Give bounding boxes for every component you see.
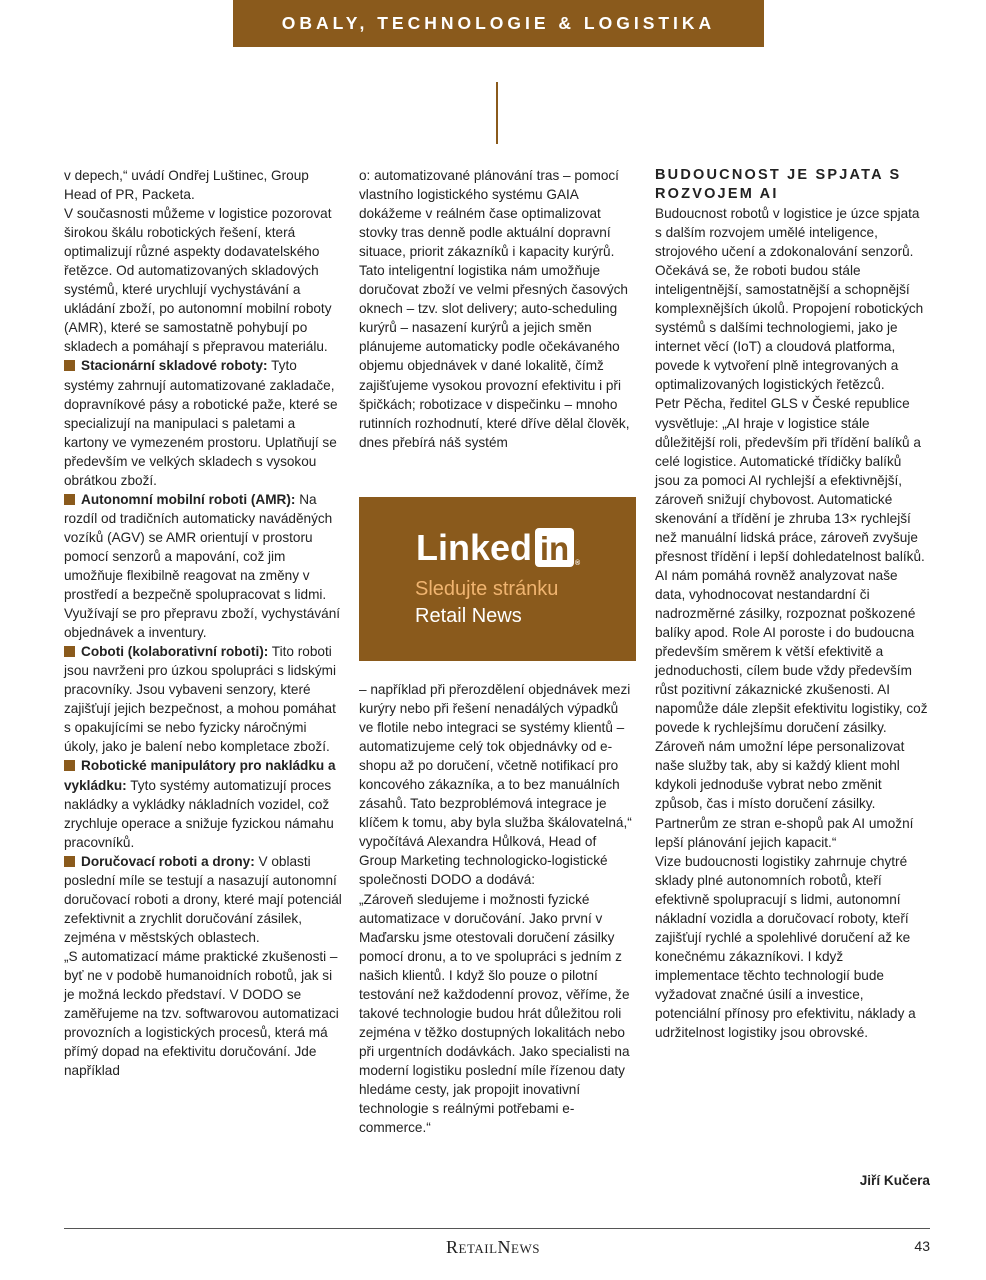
bullet-text: Tito roboti jsou navrženi pro úzkou spolupráci s lidskými pracovníky. Jsou vybaveni senzory, které zajišťují jejich bezpečnost, a mohou pomáhat s opakujícími se nebo fyzicky náročnými úkoly, jako je balení nebo kompletace zboží. <box>64 644 336 755</box>
brand-part: R <box>446 1237 459 1257</box>
decorative-rule <box>496 82 498 144</box>
square-bullet-icon <box>64 360 75 371</box>
section-header: OBALY, TECHNOLOGIE & LOGISTIKA <box>233 0 764 47</box>
bullet-item <box>64 490 342 642</box>
section-heading: BUDOUCNOST JE SPJATA S ROZVOJEM AI <box>655 167 902 202</box>
bullet-term: Autonomní mobilní roboti (AMR): <box>81 491 296 507</box>
bullet-term: Doručovací roboti a drony: <box>81 853 255 869</box>
author-signature: Jiří Kučera <box>859 1173 930 1188</box>
paragraph: Petr Pěcha, ředitel GLS v České republice vysvětluje: „AI hraje v logistice stále důležitější roli, především při třídění balíků a celé logistice. Automatické třídičky balíků jsou za pomoci AI rychlejší a efektivnější, zároveň snižují chybovost. Automatické skenování a třídění je zhruba 13× rychlejší než manuální lidská práce, zároveň zvyšuje přesnost třídění i lepší dohledatelnost balíků. AI nám pomáhá rovněž analyzovat naše data, vyhodnocovat nestandardní či nadrozměrné zásilky, rozpoznat poškozené balíky apod. Role AI poroste i do budoucna především směrem k větší efektivitě a jednoduchosti, cílem bude vždy především růst pozitivní zákaznické zkušenosti. AI napomůže dále zlepšit efektivitu logistiky, což povede k rychlejšímu doručení zásilky. Zároveň nám umožní lépe personalizovat naše služby tak, aby si každý klient mohl kdykoli jednoduše vybrat nebo změnit způsob, čas i místo doručení zásilky. Partnerům ze stran e-shopů pak AI umožní lepší plánování jejich kapacit.“ <box>655 396 928 850</box>
page-number: 43 <box>914 1238 930 1254</box>
bullet-term: Stacionární skladové roboty: <box>81 358 268 374</box>
bullet-item <box>64 356 342 489</box>
bullet-text: V oblasti poslední míle se testují a nasazují autonomní doručovací roboti a drony, které mají potenciál zefektivnit a zrychlit doručování zásilek, zejména v městských oblastech. <box>64 853 342 945</box>
footer-brand <box>0 1237 986 1258</box>
bullet-text: Tyto systémy automatizují proces nakládky a vykládky nákladních vozidel, což zrychluje operace a snižuje fyzickou námahu pracovníků. <box>64 777 334 850</box>
paragraph: – například při přerozdělení objednávek mezi kurýry nebo při řešení nenadálých výpadků ve flotile nebo integraci se systémy klientů – automatizujeme celý tok objednávky od e-shopu až po doručení, včetně notifikací pro koncového zákazníka, a to bez manuálních zásahů. Tato bezproblémová integrace je klíčem k tomu, aby byla služba škálovatelná,“ vypočítává Alexandra Hůlková, Head of Group Marketing technologicko-logistické společnosti DODO a dodává: <box>359 682 632 888</box>
square-bullet-icon <box>64 856 75 867</box>
bullet-item <box>64 852 342 947</box>
bullet-term: Robotické manipulátory pro nakládku a vykládku: <box>64 758 336 793</box>
paragraph: V současnosti můžeme v logistice pozorovat širokou škálu robotických řešení, která optimalizují různé aspekty dodavatelského řetězce. Od automatizovaných skladových systémů, které urychlují vychystávání a ukládání zboží, po autonomní mobilní roboty (AMR), které se samostatně pohybují po skladech a pomáhají s přepravou materiálu. <box>64 206 332 355</box>
registered-mark: ® <box>575 560 581 567</box>
linkedin-in-icon: in <box>535 528 574 567</box>
column-2-bottom <box>359 680 633 1137</box>
square-bullet-icon <box>64 760 75 771</box>
paragraph: „S automatizací máme praktické zkušenosti – byť ne v podobě humanoidních robotů, jak si je možná leckdo představí. V DODO se zaměřujeme na tzv. softwarovou automatizaci provozních a logistických procesů, která má přímý dopad na efektivitu doručování. Jde například <box>64 948 339 1079</box>
logo-text: Linked <box>416 527 533 568</box>
bullet-item <box>64 756 342 851</box>
square-bullet-icon <box>64 646 75 657</box>
bullet-text: Tyto systémy zahrnují automatizované zakladače, dopravníkové pásy a robotické paže, které se specializují na manipulaci s paletami a kartony ve vymezeném prostoru. Uplatňují se především ve velkých skladech s vysokou obrátkou zboží. <box>64 358 338 488</box>
paragraph: Vize budoucnosti logistiky zahrnuje chytré sklady plné autonomních robotů, kteří efektivně spolupracují s lidmi, autonomní nákladní vozidla a doručovací roboty, kteří zajišťují rychlé a spolehlivé doručení až ke konečnému zákazníkovi. I když implementace těchto technologií bude vyžadovat značné úsilí a investice, potenciální přínosy pro efektivitu, náklady a udržitelnost logistiky jsou obrovské. <box>655 853 916 1041</box>
brand-part: N <box>497 1237 512 1257</box>
paragraph: Budoucnost robotů v logistice je úzce spjata s dalším rozvojem umělé inteligence, strojového učení a zdokonalování senzorů. <box>655 206 920 260</box>
column-3 <box>655 166 930 1042</box>
paragraph: o: automatizované plánování tras – pomocí vlastního logistického systému GAIA dokážeme v reálném čase optimalizovat stovky tras denně podle aktuální dopravní situace, priorit zákazníků i kapacity kurýrů. Tato inteligentní logistika nám umožňuje doručovat zboží ve velmi přesných časových oknech – tzv. slot delivery; auto-scheduling kurýrů – nasazení kurýrů a jejich směn plánujeme automaticky podle očekávaného objemu objednávek v dané lokalitě, čímž zajišťujeme vysokou provozní efektivitu i při špičkách; robotizace v dispečinku – mnoho rutinních rozhodnutí, které dříve dělal člověk, dnes přebírá náš systém <box>359 168 630 450</box>
paragraph: Očekává se, že roboti budou stále inteligentnější, samostatnější a schopnější komplexnějších úkolů. Propojení robotických systémů s dalšími technologiemi, jako je internet věcí (IoT) a cloudová platforma, povede k vytvoření plně integrovaných a optimalizovaných logistických řetězců. <box>655 263 924 393</box>
paragraph: „Zároveň sledujeme i možnosti fyzické automatizace v doručování. Jako první v Maďarsku jsme otestovali doručení zásilky pomocí dronu, a to ve spolupráci s jedním z našich klientů. I když šlo pouze o pilotní testování než každodenní provoz, věříme, že takové technologie budou hrát důležitou roli zejména v těžko dostupných lokalitách nebo při urgentních dodávkách. Jako specialisti na moderní logistiku poslední míle řízenou daty hledáme cesty, jak propojit inovativní technologie s reálnými potřebami e-commerce.“ <box>359 891 630 1136</box>
linkedin-logo <box>416 528 580 568</box>
column-1 <box>64 166 342 1080</box>
brand-part: EWS <box>511 1241 540 1256</box>
linkedin-ad[interactable] <box>359 497 636 661</box>
brand-part: ETAIL <box>458 1241 498 1256</box>
ad-page-name: Retail News <box>415 605 522 627</box>
bullet-item <box>64 642 342 756</box>
bullet-text: Na rozdíl od tradičních automaticky naváděných vozíků (AGV) se AMR orientují v prostoru pomocí senzorů a mapování, což jim umožňuje flexibilně reagovat na změny v prostředí a bezpečně spolupracovat s lidmi. Využívají se pro přepravu zboží, vychystávání objednávek a inventury. <box>64 491 341 641</box>
paragraph: v depech,“ uvádí Ondřej Luštinec, Group Head of PR, Packeta. <box>64 168 309 203</box>
footer-rule <box>64 1228 930 1229</box>
column-2-top <box>359 166 633 452</box>
bullet-term: Coboti (kolaborativní roboti): <box>81 644 269 660</box>
ad-call-to-action: Sledujte stránku <box>415 578 559 600</box>
square-bullet-icon <box>64 494 75 505</box>
